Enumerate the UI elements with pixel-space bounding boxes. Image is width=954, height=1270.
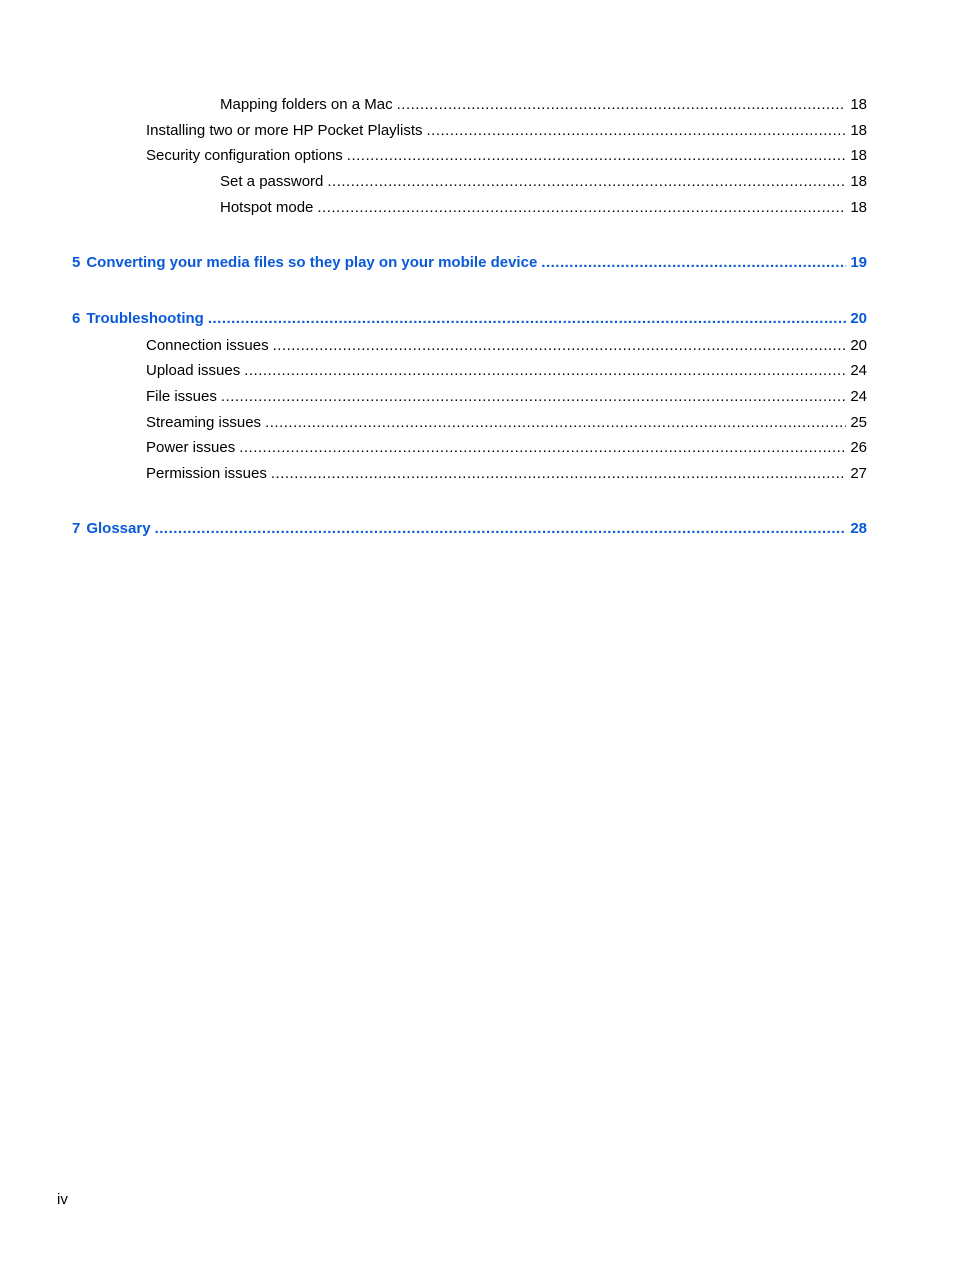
toc-entry-label: Installing two or more HP Pocket Playlists bbox=[146, 122, 423, 139]
toc-entry-permission-issues[interactable] bbox=[146, 464, 867, 484]
toc-entry-connection-issues[interactable] bbox=[146, 336, 867, 356]
chapter-number: 7 bbox=[72, 520, 81, 537]
chapter-title: Troubleshooting bbox=[86, 310, 204, 327]
chapter-number: 6 bbox=[72, 310, 81, 327]
toc-entry-page: 20 bbox=[850, 337, 867, 354]
dot-leader bbox=[541, 253, 846, 273]
toc-entry-label: Permission issues bbox=[146, 465, 267, 482]
toc-entry-streaming-issues[interactable] bbox=[146, 413, 867, 433]
toc-chapter-7-link[interactable] bbox=[72, 519, 867, 539]
dot-leader bbox=[271, 464, 846, 484]
toc-entry-page: 18 bbox=[850, 199, 867, 216]
toc-entry-file-issues[interactable] bbox=[146, 387, 867, 407]
toc-entry-page: 18 bbox=[850, 173, 867, 190]
toc-entry-set-password[interactable] bbox=[220, 172, 867, 192]
toc-entry-mapping-folders-mac[interactable] bbox=[220, 95, 867, 115]
toc-entry-label: File issues bbox=[146, 388, 217, 405]
toc-entry-label: Connection issues bbox=[146, 337, 269, 354]
toc-entry-label: Power issues bbox=[146, 439, 236, 456]
dot-leader bbox=[265, 413, 846, 433]
chapter-title: Glossary bbox=[86, 520, 151, 537]
dot-leader bbox=[221, 387, 846, 407]
toc-entry-page: 24 bbox=[850, 362, 867, 379]
toc-entry-label: Upload issues bbox=[146, 362, 241, 379]
toc-entry-page: 25 bbox=[850, 414, 867, 431]
chapter-title: Converting your media files so they play on your mobile device bbox=[86, 254, 538, 271]
dot-leader bbox=[273, 336, 847, 356]
chapter-number: 5 bbox=[72, 254, 81, 271]
dot-leader bbox=[244, 361, 846, 381]
chapter-page: 20 bbox=[850, 310, 867, 327]
toc-chapter-6-link[interactable] bbox=[72, 309, 867, 329]
dot-leader bbox=[427, 121, 847, 141]
toc-entry-label: Hotspot mode bbox=[220, 199, 314, 216]
toc-entry-page: 24 bbox=[850, 388, 867, 405]
toc-entry-label: Mapping folders on a Mac bbox=[220, 96, 393, 113]
toc-entry-page: 18 bbox=[850, 122, 867, 139]
toc-entry-page: 27 bbox=[850, 465, 867, 482]
toc-entry-label: Security configuration options bbox=[146, 147, 343, 164]
footer-page-number: iv bbox=[57, 1191, 68, 1208]
toc-entry-hotspot-mode[interactable] bbox=[220, 198, 867, 218]
toc-entry-label: Set a password bbox=[220, 173, 324, 190]
toc-entry-page: 18 bbox=[850, 147, 867, 164]
toc-entry-installing-playlists[interactable] bbox=[146, 121, 867, 141]
toc-entry-label: Streaming issues bbox=[146, 414, 262, 431]
dot-leader bbox=[347, 146, 847, 166]
toc-entry-upload-issues[interactable] bbox=[146, 361, 867, 381]
chapter-page: 28 bbox=[850, 520, 867, 537]
dot-leader bbox=[317, 198, 846, 218]
dot-leader bbox=[239, 438, 846, 458]
toc-chapter-5-link[interactable] bbox=[72, 253, 867, 273]
dot-leader bbox=[327, 172, 846, 192]
dot-leader bbox=[155, 519, 847, 539]
toc-entry-page: 26 bbox=[850, 439, 867, 456]
toc-entry-page: 18 bbox=[850, 96, 867, 113]
chapter-page: 19 bbox=[850, 254, 867, 271]
toc-entry-power-issues[interactable] bbox=[146, 438, 867, 458]
dot-leader bbox=[397, 95, 847, 115]
toc-entry-security-options[interactable] bbox=[146, 146, 867, 166]
dot-leader bbox=[208, 309, 846, 329]
